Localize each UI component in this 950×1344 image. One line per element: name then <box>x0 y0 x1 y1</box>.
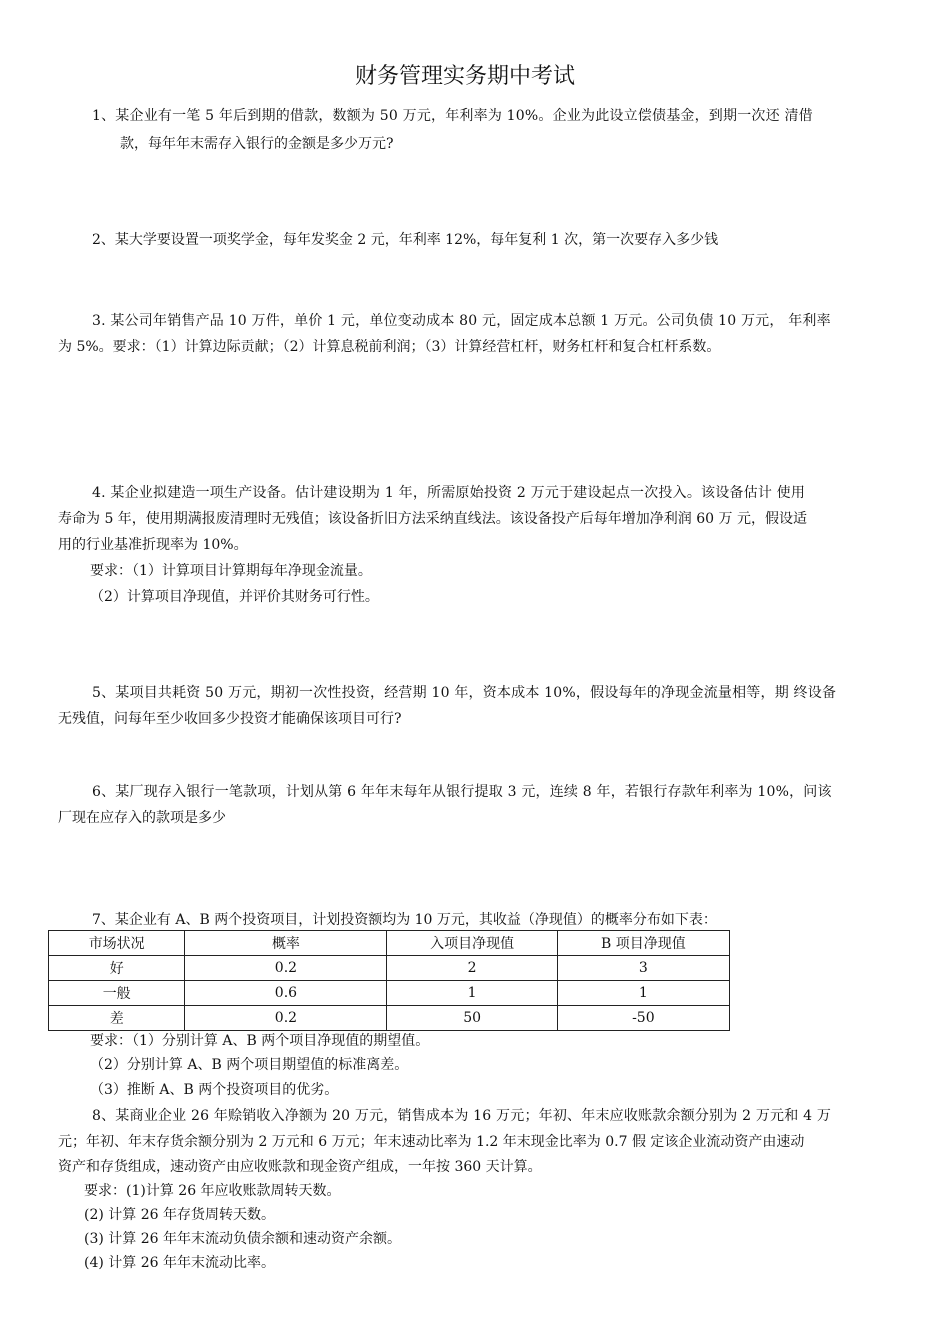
question-8-line-3: 资产和存货组成，速动资产由应收账款和现金资产组成，一年按 360 天计算。 <box>58 1159 542 1175</box>
table-cell: 1 <box>387 981 557 1006</box>
question-5-line-2: 无残值，问每年至少收回多少投资才能确保该项目可行? <box>58 711 402 727</box>
table-cell: 1 <box>557 981 729 1006</box>
table-header-row <box>49 931 730 956</box>
question-7-requirement-1: 要求：（1）分别计算 A、B 两个项目净现值的期望值。 <box>90 1033 430 1049</box>
question-4-requirement-2: （2）计算项目净现值，并评价其财务可行性。 <box>90 589 379 605</box>
question-7-line-1: 7、某企业有 A、B 两个投资项目，计划投资额均为 10 万元，其收益（净现值）的概率分布如下表： <box>92 912 717 928</box>
table-cell: 差 <box>49 1006 185 1031</box>
table-header-cell: 概率 <box>185 931 387 956</box>
table-cell: 0.2 <box>185 1006 387 1031</box>
table-header-cell: 市场状况 <box>49 931 185 956</box>
question-7-requirement-2: （2）分别计算 A、B 两个项目期望值的标准离差。 <box>90 1057 409 1073</box>
probability-distribution-table <box>48 930 730 1031</box>
question-7-requirement-3: （3）推断 A、B 两个投资项目的优劣。 <box>90 1082 339 1098</box>
question-4-requirement-1: 要求：（1）计算项目计算期每年净现金流量。 <box>90 563 372 579</box>
question-1-line-2: 款，每年年末需存入银行的金额是多少万元? <box>120 136 394 152</box>
table-row <box>49 981 730 1006</box>
table-cell: -50 <box>557 1006 729 1031</box>
question-8-requirement-2: (2) 计算 26 年存货周转天数。 <box>84 1207 275 1223</box>
question-3-line-2: 为 5%。要求：（1）计算边际贡献；（2）计算息税前利润；（3）计算经营杠杆，财务杠杆和复合杠杆系数。 <box>58 339 721 355</box>
table-row <box>49 1006 730 1031</box>
question-6-line-2: 厂现在应存入的款项是多少 <box>58 810 226 826</box>
question-8-requirement-4: (4) 计算 26 年年末流动比率。 <box>84 1255 275 1271</box>
table-cell: 3 <box>557 956 729 981</box>
question-4-line-1: 4. 某企业拟建造一项生产设备。估计建设期为 1 年，所需原始投资 2 万元于建设起点一次投入。该设备估计 使用 <box>92 485 806 501</box>
question-8-line-1: 8、某商业企业 26 年赊销收入净额为 20 万元，销售成本为 16 万元；年初、年末应收账款余额分别为 2 万元和 4 万 <box>92 1108 832 1124</box>
table-cell: 好 <box>49 956 185 981</box>
table-cell: 0.2 <box>185 956 387 981</box>
question-4-line-3: 用的行业基准折现率为 10%。 <box>58 537 248 553</box>
question-8-requirement-1: 要求：(1)计算 26 年应收账款周转天数。 <box>84 1183 341 1199</box>
question-3-line-1: 3. 某公司年销售产品 10 万件，单价 1 元，单位变动成本 80 元，固定成本总额 1 万元。公司负债 10 万元， 年利率 <box>92 313 831 329</box>
table-cell: 一般 <box>49 981 185 1006</box>
table-row <box>49 956 730 981</box>
question-8-line-2: 元；年初、年末存货余额分别为 2 万元和 6 万元；年末速动比率为 1.2 年末现金比率为 0.7 假 定该企业流动资产由速动 <box>58 1134 805 1150</box>
question-4-line-2: 寿命为 5 年，使用期满报废清理时无残值；该设备折旧方法采纳直线法。该设备投产后每年增加净利润 60 万 元，假设适 <box>58 511 807 527</box>
page-title: 财务管理实务期中考试 <box>355 64 576 89</box>
table-cell: 50 <box>387 1006 557 1031</box>
table-header-cell: 入项目净现值 <box>387 931 557 956</box>
question-8-requirement-3: (3) 计算 26 年年末流动负债余额和速动资产余额。 <box>84 1231 401 1247</box>
question-6-line-1: 6、某厂现存入银行一笔款项，计划从第 6 年年末每年从银行提取 3 元，连续 8 年，若银行存款年利率为 10%，问该 <box>92 784 832 800</box>
table-cell: 0.6 <box>185 981 387 1006</box>
question-2-line-1: 2、某大学要设置一项奖学金，每年发奖金 2 元，年利率 12%，每年复利 1 次，第一次要存入多少钱 <box>92 232 719 248</box>
table-cell: 2 <box>387 956 557 981</box>
question-1-line-1: 1、某企业有一笔 5 年后到期的借款，数额为 50 万元，年利率为 10%。企业为此设立偿债基金，到期一次还 清借 <box>92 108 813 124</box>
question-5-line-1: 5、某项目共耗资 50 万元，期初一次性投资，经营期 10 年，资本成本 10%，假设每年的净现金流量相等，期 终设备 <box>92 685 837 701</box>
table-header-cell: B 项目净现值 <box>557 931 729 956</box>
